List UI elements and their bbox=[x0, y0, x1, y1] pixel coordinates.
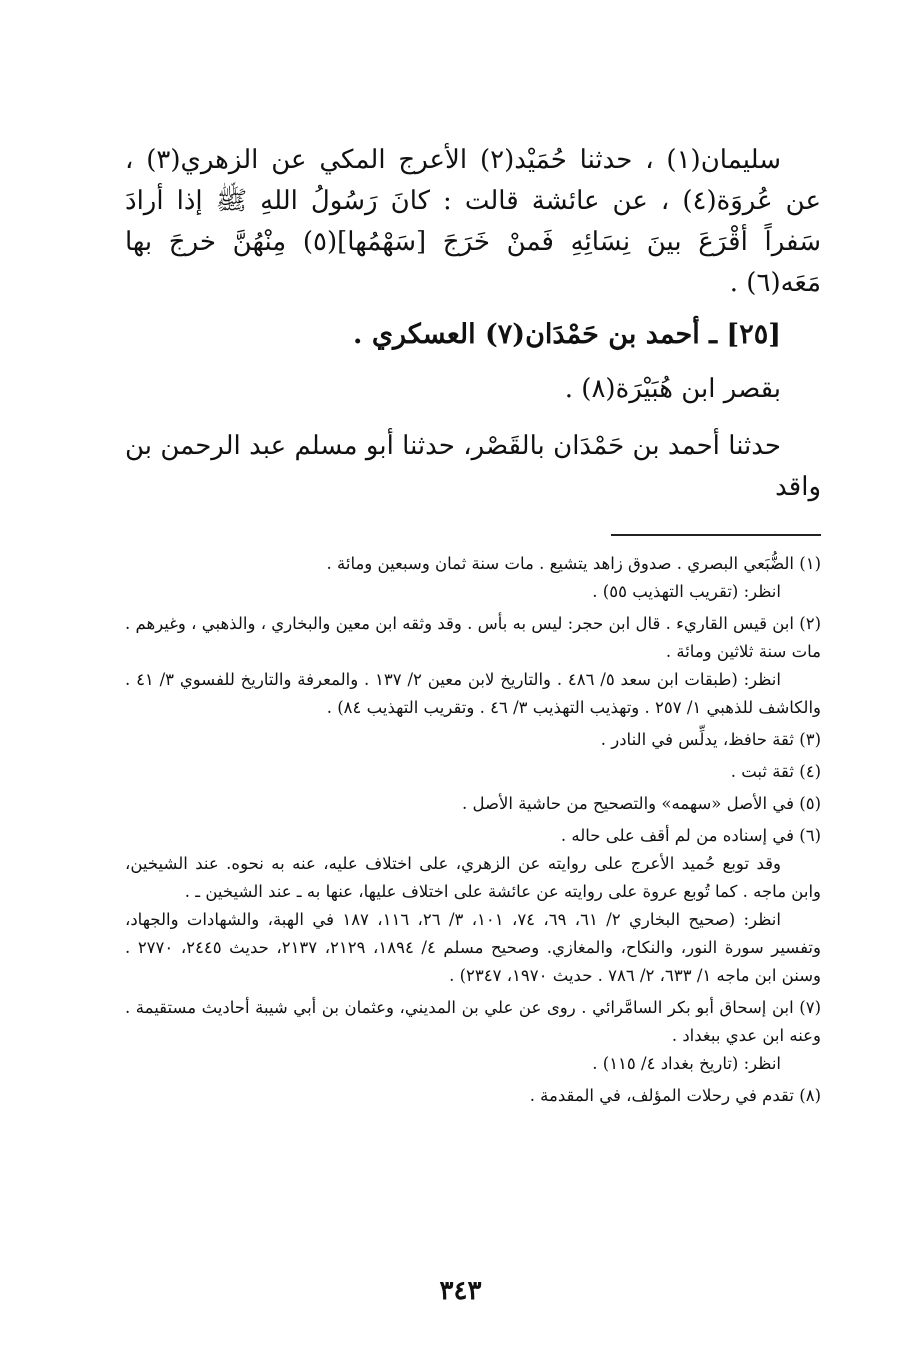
footnote-text: (٣) ثقة حافظ، يدلِّس في النادر . bbox=[600, 730, 821, 749]
footnote-2 bbox=[125, 610, 821, 722]
footnote-text: (٢) ابن قيس القاريء . قال ابن حجر: ليس به بأس . وقد وثقه ابن معين والبخاري ، والذهبي ، وغيرهم . مات سنة ثلاثين ومائة . bbox=[125, 614, 821, 661]
footnotes bbox=[125, 550, 821, 1110]
footnote-extra: وقد توبع حُميد الأعرج على روايته عن الزهري، على اختلاف عليه، عنه به نحوه. عند الشيخين، وابن ماجه . كما تُوبع عروة على روايته عن عائشة على اختلاف عليها، عنها به ـ عند الشيخين ـ . bbox=[125, 854, 821, 901]
footnote-text: (٦) في إسناده من لم أقف على حاله . bbox=[560, 826, 821, 845]
footnote-1 bbox=[125, 550, 821, 606]
footnote-text: (٧) ابن إسحاق أبو بكر السامَّرائي . روى عن علي بن المديني، وعثمان بن أبي شيبة أحاديث مستقيمة . وعنه ابن عدي ببغداد . bbox=[125, 998, 821, 1045]
section-subheading: بقصر ابن هُبَيْرَة(٨) . bbox=[564, 374, 781, 404]
footnote-3 bbox=[125, 726, 821, 754]
page-number: ٣٤٣ bbox=[439, 1276, 482, 1306]
footnote-text: (٨) تقدم في رحلات المؤلف، في المقدمة . bbox=[529, 1086, 821, 1105]
footnote-4 bbox=[125, 758, 821, 786]
footnote-reference: انظر: (تاريخ بغداد ٤/ ١١٥) . bbox=[592, 1054, 781, 1073]
footnote-8 bbox=[125, 1082, 821, 1110]
footnote-6 bbox=[125, 822, 821, 990]
hadith-paragraph-1: سليمان(١) ، حدثنا حُمَيْد(٢) الأعرج المكي عن الزهري(٣) ، عن عُروَة(٤) ، عن عائشة قالت : كانَ رَسُولُ اللهِ ﷺ إذا أرادَ سَفراً أقْرَعَ بينَ نِسَائِهِ فَمنْ خَرَجَ [سَهْمُها](٥) مِنْهُنَّ خرجَ بها مَعَه(٦) . bbox=[125, 145, 821, 298]
footnote-reference: انظر: (تقريب التهذيب ٥٥) . bbox=[592, 582, 781, 601]
footnote-7 bbox=[125, 994, 821, 1078]
footnote-text: (٥) في الأصل «سهمه» والتصحيح من حاشية الأصل . bbox=[461, 794, 821, 813]
main-text bbox=[125, 140, 821, 508]
footnote-reference: انظر: (صحيح البخاري ٢/ ٦١، ٦٩، ٧٤، ١٠١، ٣/ ٢٦، ١١٦، ١٨٧ في الهبة، والشهادات والجهاد، وتفسير سورة النور، والنكاح، والمغازي. وصحيح مسلم ٤/ ١٨٩٤، ٢١٢٩، ٢١٣٧، حديث ٢٤٤٥، ٢٧٧٠ . وسنن ابن ماجه ١/ ٦٣٣، ٢/ ٧٨٦ . حديث ١٩٧٠، ٢٣٤٧) . bbox=[125, 910, 821, 985]
footnote-reference: انظر: (طبقات ابن سعد ٥/ ٤٨٦ . والتاريخ لابن معين ٢/ ١٣٧ . والمعرفة والتاريخ للفسوي ٣/ ٤١ . والكاشف للذهبي ١/ ٢٥٧ . وتهذيب التهذيب ٣/ ٤٦ . وتقريب التهذيب ٨٤) . bbox=[125, 670, 821, 717]
footnote-text: (١) الضُّبَعي البصري . صدوق زاهد يتشيع . مات سنة ثمان وسبعين ومائة . bbox=[326, 554, 821, 573]
section-heading: [٢٥] ـ أحمد بن حَمْدَان(٧) العسكري . bbox=[353, 319, 781, 350]
footnote-text: (٤) ثقة ثبت . bbox=[730, 762, 821, 781]
footnote-5 bbox=[125, 790, 821, 818]
hadith-paragraph-2: حدثنا أحمد بن حَمْدَان بالقَصْر، حدثنا أبو مسلم عبد الرحمن بن واقد bbox=[125, 431, 821, 502]
footnote-separator bbox=[611, 534, 821, 536]
